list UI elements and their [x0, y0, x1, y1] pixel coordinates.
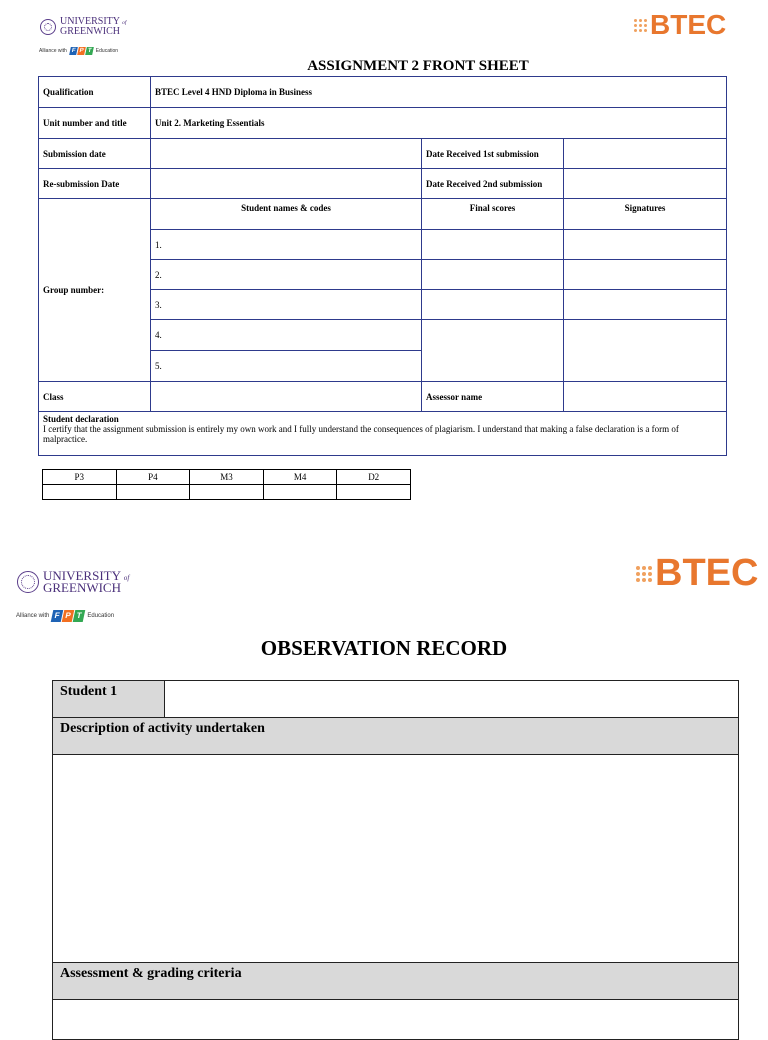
university-seal-icon: [17, 571, 39, 593]
signature-field[interactable]: [564, 320, 727, 382]
date-received-1-label: Date Received 1st submission: [422, 139, 564, 169]
grade-header: P3: [43, 470, 117, 485]
alliance-suffix: Education: [95, 48, 119, 54]
student-row[interactable]: 2.: [151, 260, 422, 290]
grade-header: P4: [116, 470, 190, 485]
declaration-text: I certify that the assignment submission is entirely my own work and I fully understand the consequences of plagiarism. I understand that making a false declaration is a form of malpractice.: [43, 423, 679, 444]
front-sheet-table: [38, 76, 727, 456]
student-name-field[interactable]: [165, 681, 739, 718]
student-row[interactable]: 1.: [151, 230, 422, 260]
qualification-label: Qualification: [39, 77, 151, 108]
fpt-alliance: [39, 47, 118, 55]
grade-header: D2: [337, 470, 411, 485]
observation-record-table: [52, 680, 739, 1040]
uni-of: of: [123, 574, 130, 582]
btec-dots-icon: [636, 566, 652, 582]
grade-cell[interactable]: [190, 485, 264, 500]
university-greenwich-logo: [40, 17, 126, 36]
final-score-field[interactable]: [422, 260, 564, 290]
declaration-title: Student declaration: [43, 414, 119, 424]
btec-logo: [636, 552, 758, 595]
signature-field[interactable]: [564, 230, 727, 260]
assessment-field[interactable]: [53, 1000, 739, 1040]
student-label: Student 1: [53, 681, 165, 718]
front-sheet-title: ASSIGNMENT 2 FRONT SHEET: [307, 58, 529, 74]
grade-cell[interactable]: [263, 485, 337, 500]
submission-date-field[interactable]: [151, 139, 422, 169]
grade-cell[interactable]: [43, 485, 117, 500]
description-label: Description of activity undertaken: [53, 718, 739, 755]
submission-date-label: Submission date: [39, 139, 151, 169]
signature-field[interactable]: [564, 260, 727, 290]
fpt-logo-icon: F P T: [70, 48, 92, 54]
assessor-field[interactable]: [564, 382, 727, 412]
student-row[interactable]: 5.: [151, 351, 422, 382]
class-field[interactable]: [151, 382, 422, 412]
group-number-label: Group number:: [39, 199, 151, 382]
student-row[interactable]: 3.: [151, 290, 422, 320]
resubmission-date-field[interactable]: [151, 169, 422, 199]
btec-dots-icon: [634, 19, 647, 32]
unit-label: Unit number and title: [39, 108, 151, 139]
assessor-label: Assessor name: [422, 382, 564, 412]
alliance-suffix: Education: [87, 613, 115, 619]
student-row[interactable]: 4.: [151, 320, 422, 351]
btec-text: BTEC: [655, 552, 759, 594]
university-seal-icon: [40, 19, 56, 35]
uni-of: of: [122, 20, 127, 26]
qualification-value: BTEC Level 4 HND Diploma in Business: [151, 77, 727, 108]
date-received-1-field[interactable]: [564, 139, 727, 169]
final-score-field[interactable]: [422, 290, 564, 320]
student-names-header: Student names & codes: [151, 199, 422, 230]
unit-value: Unit 2. Marketing Essentials: [151, 108, 727, 139]
final-score-field[interactable]: [422, 320, 564, 382]
signatures-header: Signatures: [564, 199, 727, 230]
uni-line1: UNIVERSITY: [43, 568, 121, 583]
grade-cell[interactable]: [116, 485, 190, 500]
alliance-prefix: Alliance with: [39, 48, 67, 54]
resubmission-date-label: Re-submission Date: [39, 169, 151, 199]
uni-line1: UNIVERSITY: [60, 16, 120, 27]
description-field[interactable]: [53, 755, 739, 963]
grade-criteria-table: [42, 469, 411, 500]
btec-logo: [634, 9, 726, 41]
uni-line2: GREENWICH: [43, 580, 121, 596]
observation-record-title: OBSERVATION RECORD: [260, 636, 508, 660]
grade-header: M4: [263, 470, 337, 485]
date-received-2-label: Date Received 2nd submission: [422, 169, 564, 199]
signature-field[interactable]: [564, 290, 727, 320]
grade-cell[interactable]: [337, 485, 411, 500]
fpt-alliance: [16, 610, 114, 622]
alliance-prefix: Alliance with: [16, 613, 50, 619]
student-declaration: [39, 412, 727, 456]
fpt-logo-icon: F P T: [52, 610, 84, 622]
final-scores-header: Final scores: [422, 199, 564, 230]
university-greenwich-logo: [17, 570, 129, 595]
grade-header: M3: [190, 470, 264, 485]
date-received-2-field[interactable]: [564, 169, 727, 199]
assessment-label: Assessment & grading criteria: [53, 963, 739, 1000]
final-score-field[interactable]: [422, 230, 564, 260]
btec-text: BTEC: [650, 9, 727, 40]
class-label: Class: [39, 382, 151, 412]
uni-line2: GREENWICH: [60, 25, 120, 37]
